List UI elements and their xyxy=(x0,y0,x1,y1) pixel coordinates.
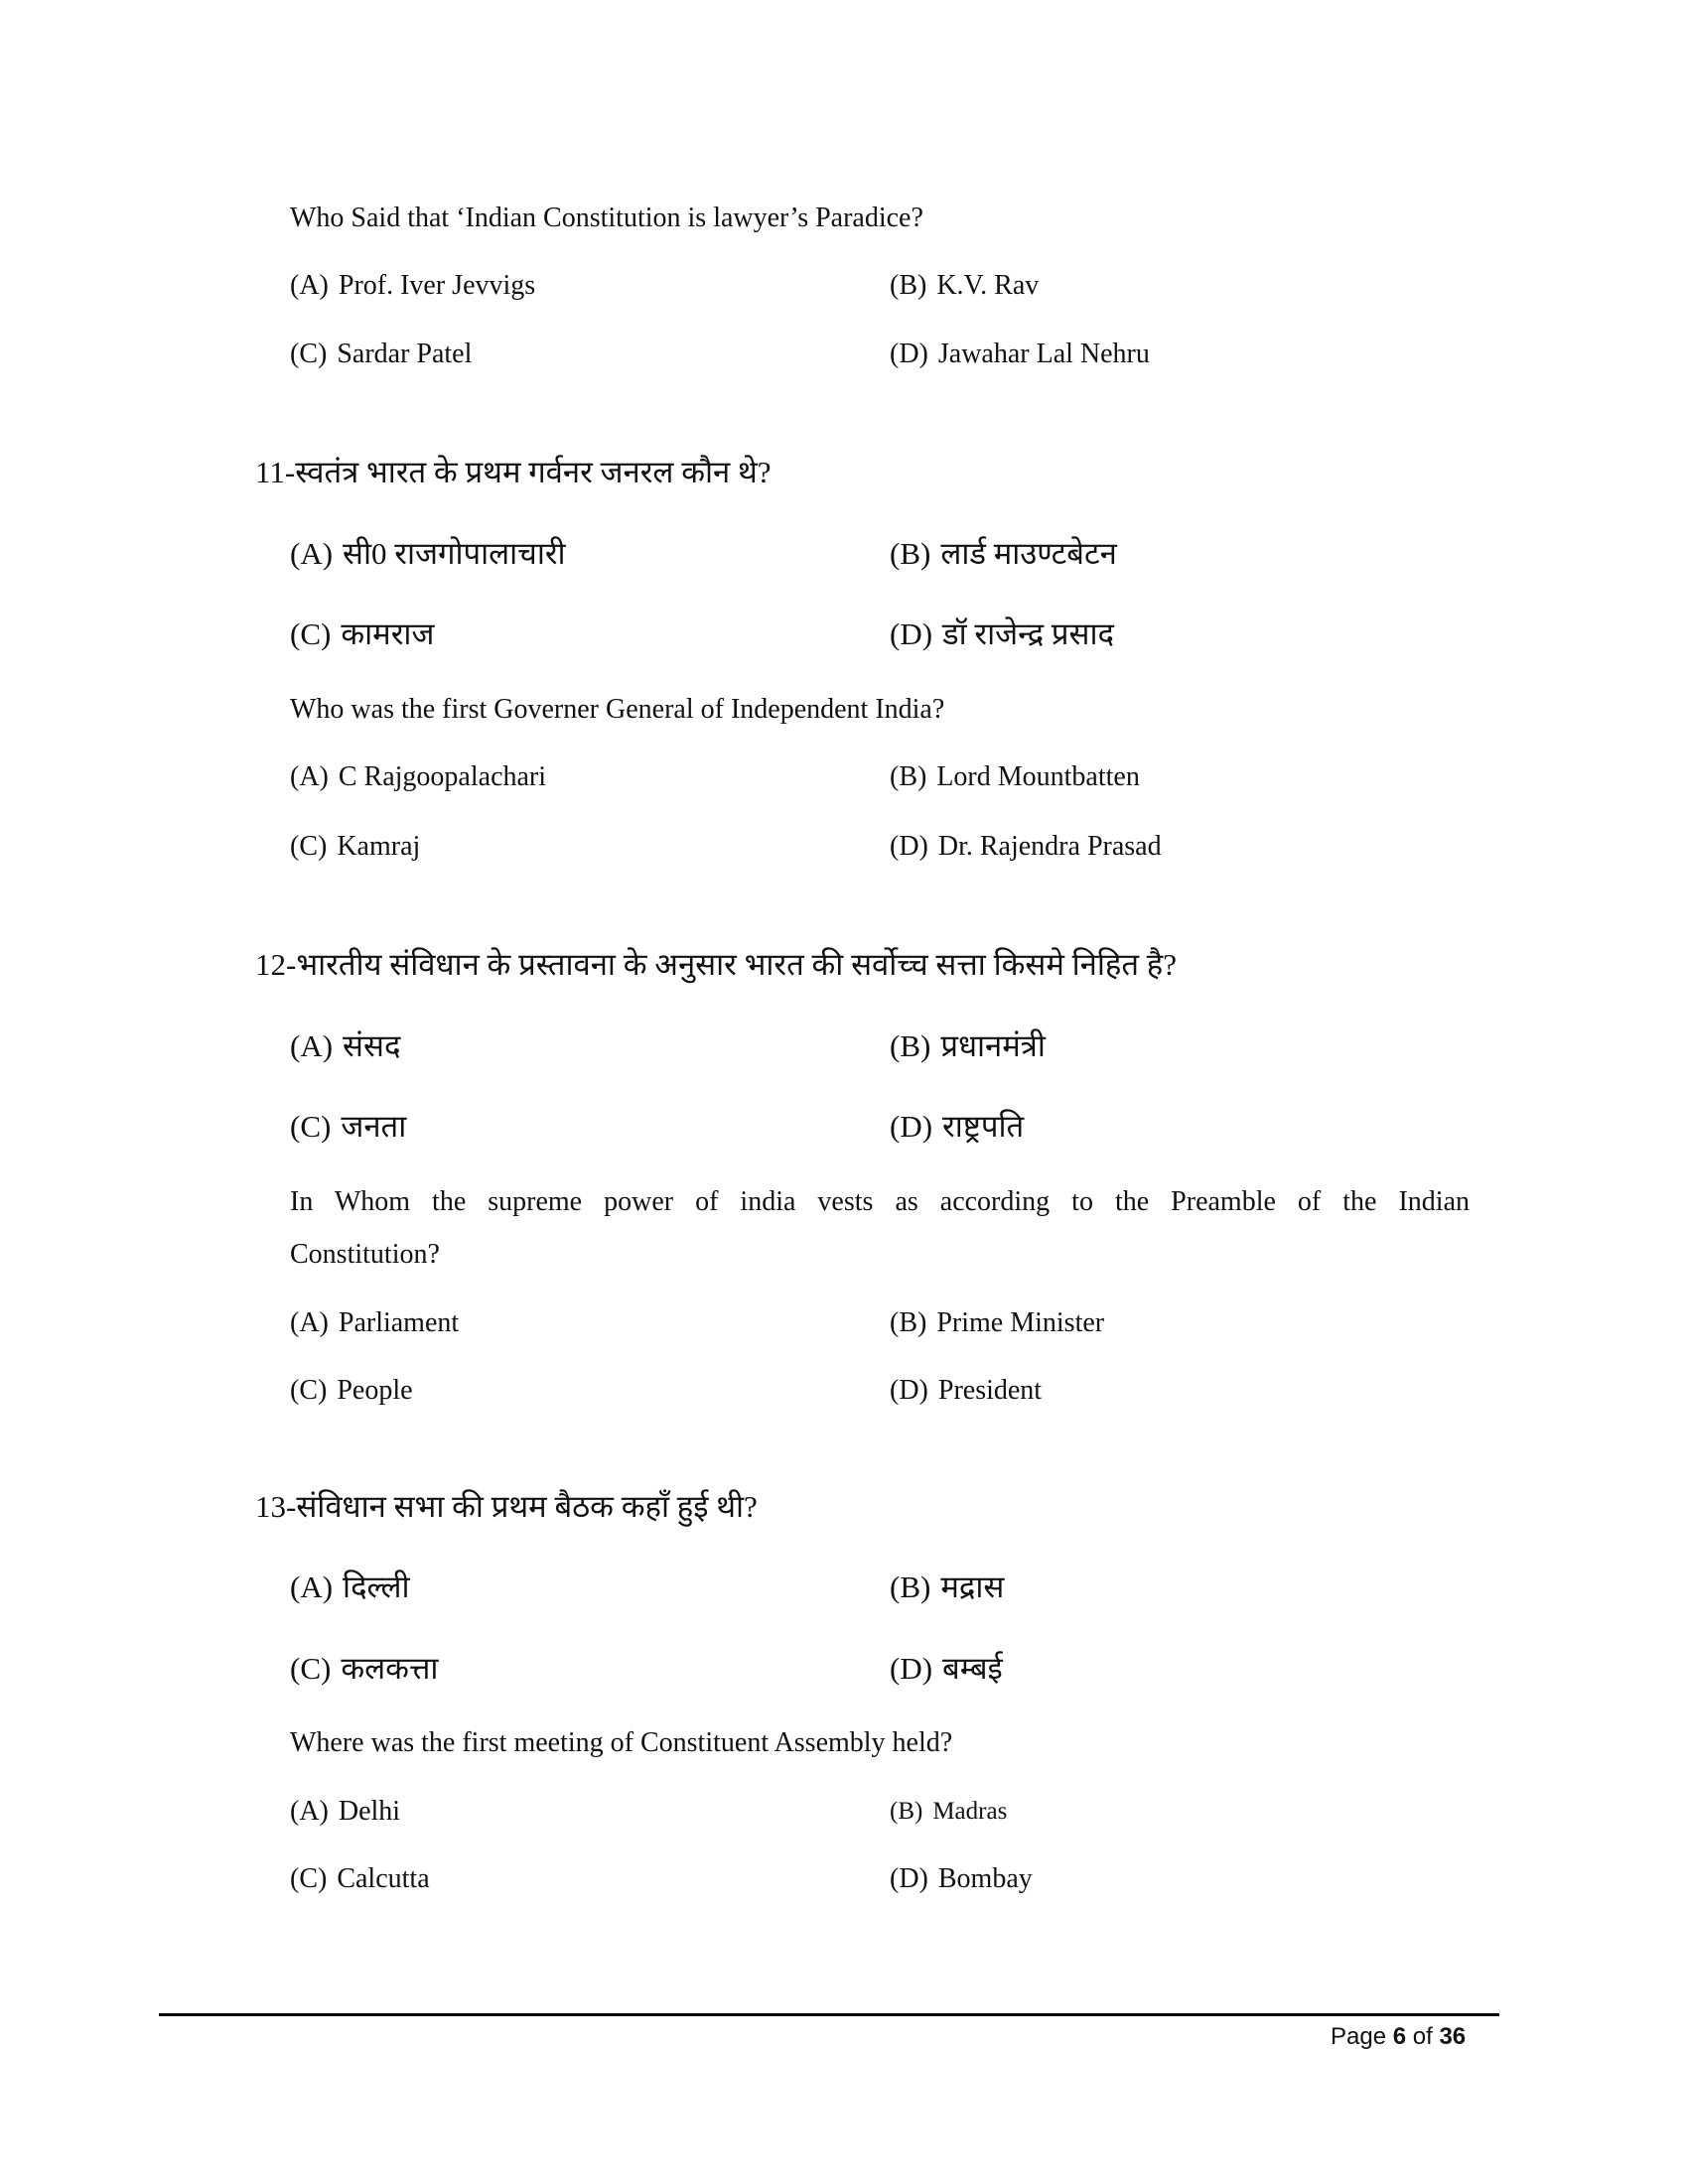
question-12-english-line-1: In Whom the supreme power of india vests as according to the Preamble of the Indian xyxy=(290,1186,1470,1217)
q12-hindi-option-c: (C) जनता xyxy=(290,1109,407,1144)
question-11-english: Who was the first Governer General of Independent India? xyxy=(290,694,945,725)
q13-hindi-option-c: (C) कलकत्ता xyxy=(290,1651,439,1686)
q11-option-a: (A) C Rajgoopalachari xyxy=(290,761,547,792)
q11-hindi-option-a: (A) सी0 राजगोपालाचारी xyxy=(290,536,566,571)
q11-hindi-option-b: (B) लार्ड माउण्टबेटन xyxy=(890,536,1117,571)
q11-option-d: (D) Dr. Rajendra Prasad xyxy=(890,831,1162,862)
q13-option-b: (B) Madras xyxy=(890,1798,1008,1825)
q13-option-a: (A) Delhi xyxy=(290,1796,401,1827)
q11-hindi-option-d: (D) डॉ राजेन्द्र प्रसाद xyxy=(890,616,1114,651)
q10-option-a: (A) Prof. Iver Jevvigs xyxy=(290,270,536,301)
question-13-english: Where was the first meeting of Constituent Assembly held? xyxy=(290,1727,953,1758)
q13-hindi-option-a: (A) दिल्ली xyxy=(290,1570,410,1604)
question-12-english-line-2: Constitution? xyxy=(290,1239,440,1270)
q11-option-c: (C) Kamraj xyxy=(290,831,421,862)
q13-option-c: (C) Calcutta xyxy=(290,1863,430,1894)
page-number: Page 6 of 36 xyxy=(1331,2023,1467,2050)
q13-hindi-option-b: (B) मद्रास xyxy=(890,1570,1005,1604)
q12-hindi-option-b: (B) प्रधानमंत्री xyxy=(890,1028,1046,1063)
q10-option-b: (B) K.V. Rav xyxy=(890,270,1040,301)
q11-hindi-option-c: (C) कामराज xyxy=(290,616,435,651)
q12-hindi-option-d: (D) राष्ट्रपति xyxy=(890,1109,1025,1144)
q12-option-c: (C) People xyxy=(290,1375,413,1406)
question-13-hindi: 13-संविधान सभा की प्रथम बैठक कहाँ हुई थी? xyxy=(255,1489,758,1524)
q10-option-c: (C) Sardar Patel xyxy=(290,339,473,369)
footer-divider xyxy=(159,2013,1499,2016)
q13-hindi-option-d: (D) बम्बई xyxy=(890,1651,1003,1686)
q12-option-b: (B) Prime Minister xyxy=(890,1307,1105,1338)
q11-option-b: (B) Lord Mountbatten xyxy=(890,761,1140,792)
q10-option-d: (D) Jawahar Lal Nehru xyxy=(890,339,1150,369)
question-11-hindi: 11-स्वतंत्र भारत के प्रथम गर्वनर जनरल कौन थे? xyxy=(255,455,772,489)
q12-option-d: (D) President xyxy=(890,1375,1043,1406)
q13-option-d: (D) Bombay xyxy=(890,1863,1033,1894)
q12-option-a: (A) Parliament xyxy=(290,1307,460,1338)
question-12-hindi: 12-भारतीय संविधान के प्रस्तावना के अनुसार भारत की सर्वोच्च सत्ता किसमे निहित है? xyxy=(255,947,1178,982)
q12-hindi-option-a: (A) संसद xyxy=(290,1028,401,1063)
question-10-english: Who Said that ‘Indian Constitution is lawyer’s Paradice? xyxy=(290,203,923,233)
